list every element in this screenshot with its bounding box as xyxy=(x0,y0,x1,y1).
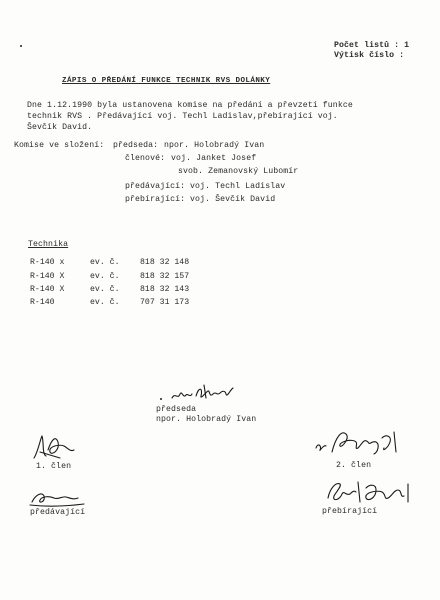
equipment-ev: ev. č. xyxy=(90,285,120,294)
members-label: členové: xyxy=(125,154,166,163)
member-2-signature xyxy=(312,426,412,458)
equipment-number: 818 32 148 xyxy=(140,258,190,267)
member-2: svob. Zemanovský Lubomír xyxy=(178,167,299,176)
receiving-value: voj. Ševčík David xyxy=(190,195,276,204)
handing-value: voj. Techl Ladislav xyxy=(190,182,286,191)
handing-role: předávající xyxy=(30,508,86,517)
member-2-role: 2. člen xyxy=(336,461,372,470)
equipment-number: 707 31 173 xyxy=(140,298,190,307)
equipment-ev: ev. č. xyxy=(90,298,120,307)
scan-speck xyxy=(20,45,22,47)
handing-signature xyxy=(28,484,88,508)
body-line-1: Dne 1.12.1990 byla ustanovena komise na předání a převzetí funkce xyxy=(27,101,353,110)
member-1-role: 1. člen xyxy=(36,462,72,471)
member-1: voj. Janket Josef xyxy=(171,154,257,163)
equipment-model: R-140 X xyxy=(30,272,65,281)
equipment-ev: ev. č. xyxy=(90,258,120,267)
equipment-model: R-140 x xyxy=(30,258,65,267)
body-line-2: technik RVS . Předávající voj. Techl Ladislav,přebírající voj. xyxy=(27,112,338,121)
receiving-signature xyxy=(322,478,418,508)
equipment-number: 818 32 157 xyxy=(140,272,190,281)
equipment-model: R-140 X xyxy=(30,285,65,294)
body-line-3: Ševčík David. xyxy=(27,123,93,132)
handing-label: předávající: xyxy=(125,182,186,191)
commission-intro: Komise ve složení: xyxy=(14,141,105,150)
copy-number: Výtisk číslo : xyxy=(334,51,405,60)
receiving-role: přebírající xyxy=(322,507,378,516)
document-title: ZÁPIS O PŘEDÁNÍ FUNKCE TECHNIK RVS DOLÁNKY xyxy=(62,77,271,85)
chair-signature-name: npor. Holobradý Ivan xyxy=(156,415,257,424)
receiving-label: přebírající: xyxy=(125,195,186,204)
sheet-count: Počet listů : 1 xyxy=(334,41,410,50)
scan-speck xyxy=(160,398,162,400)
equipment-number: 818 32 143 xyxy=(140,285,190,294)
chair-signature-role: předseda xyxy=(156,405,197,414)
chair-value: npor. Holobradý Ivan xyxy=(164,141,265,150)
equipment-ev: ev. č. xyxy=(90,272,120,281)
chair-signature xyxy=(170,382,240,404)
member-1-signature xyxy=(30,432,80,462)
equipment-heading: Technika xyxy=(28,240,69,249)
chair-label: předseda: xyxy=(113,141,159,150)
equipment-model: R-140 xyxy=(30,298,55,307)
